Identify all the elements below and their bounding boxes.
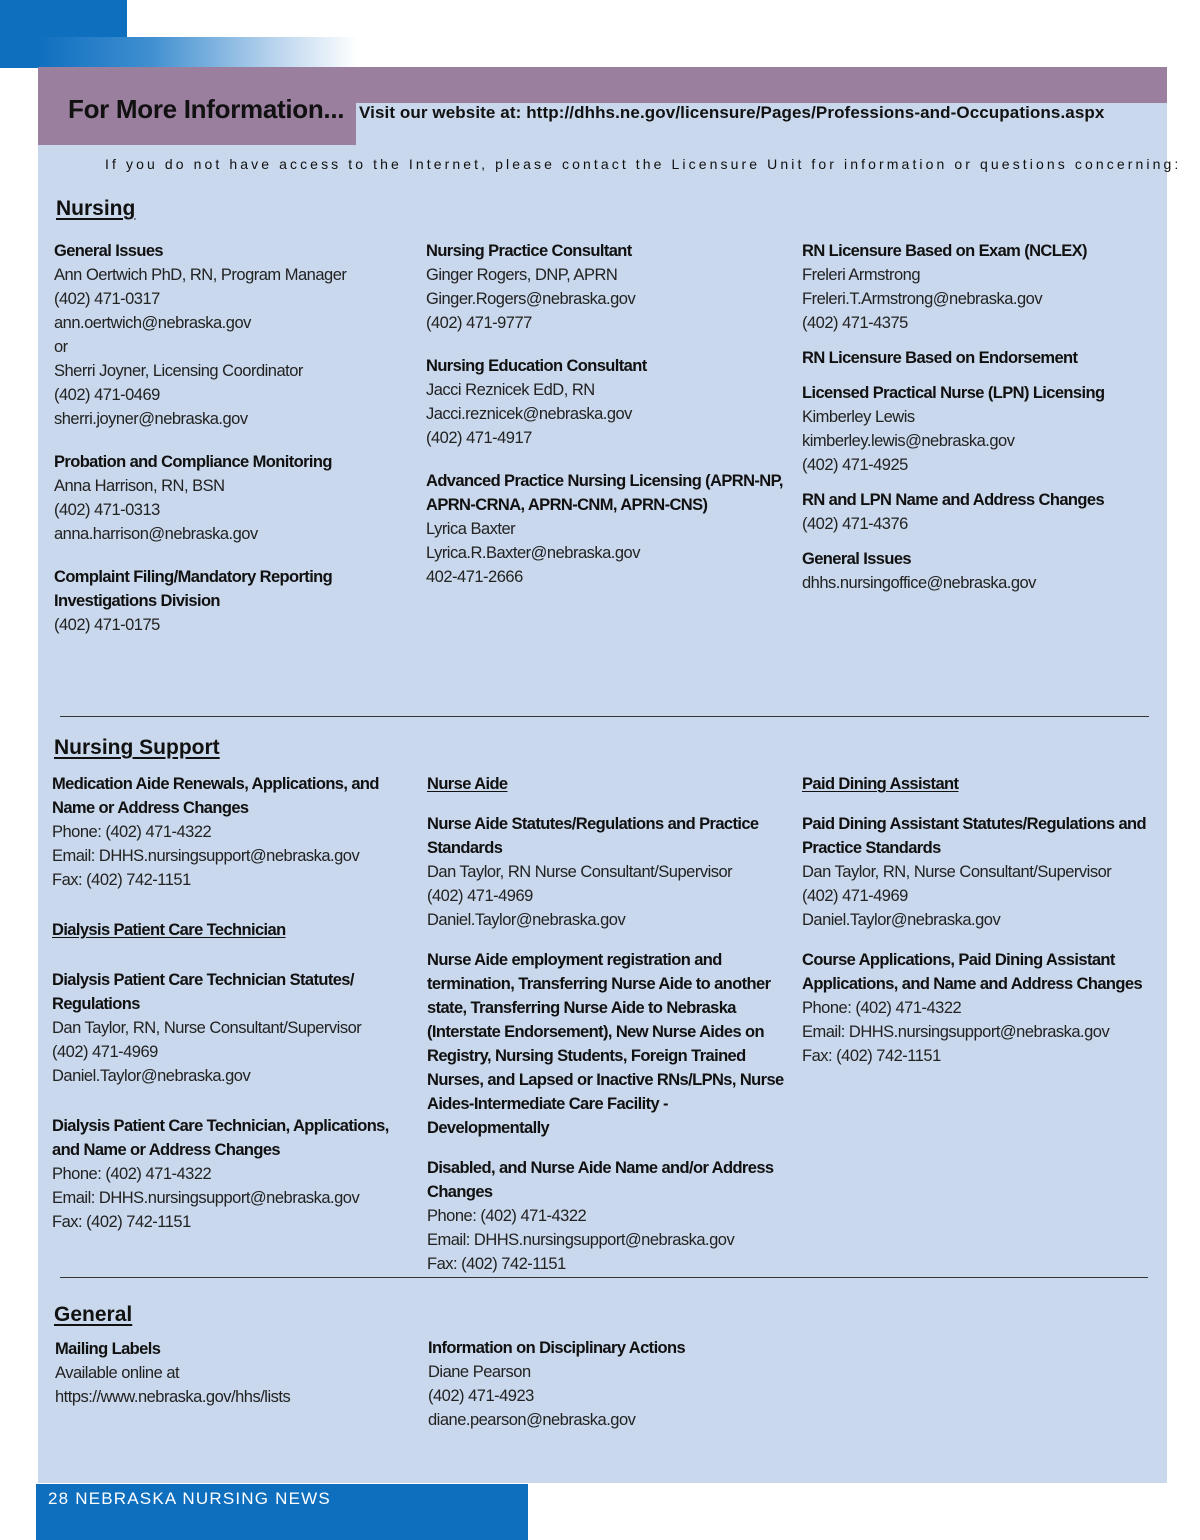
section-title-nursing: Nursing <box>56 197 136 220</box>
contact-link[interactable]: Email: DHHS.nursingsupport@nebraska.gov <box>427 1231 735 1249</box>
nursing-support-column-2 <box>427 772 789 1292</box>
contact-link[interactable]: Email: DHHS.nursingsupport@nebraska.gov <box>52 1189 360 1207</box>
contact-link[interactable]: kimberley.lewis@nebraska.gov <box>802 432 1015 450</box>
section-divider <box>60 1277 1148 1278</box>
contact-line: (402) 471-4969 <box>52 1043 158 1061</box>
contact-block <box>802 772 1152 796</box>
contact-heading: Complaint Filing/Mandatory Reporting Investigations Division <box>54 568 333 610</box>
contact-block <box>54 450 414 546</box>
general-column-1 <box>55 1337 415 1428</box>
contact-line: (402) 471-0469 <box>54 386 160 404</box>
contact-heading: Information on Disciplinary Actions <box>428 1339 686 1357</box>
contact-line: Kimberley Lewis <box>802 408 915 426</box>
contact-line: (402) 471-0313 <box>54 501 160 519</box>
contact-line: Lyrica Baxter <box>426 520 516 538</box>
access-note: If you do not have access to the Internet, please contact the Licensure Unit for information or questions concerning: <box>105 156 1182 172</box>
contact-heading: General Issues <box>802 550 912 568</box>
contact-block <box>427 772 789 796</box>
contact-block <box>54 565 414 637</box>
contact-line: Phone: (402) 471-4322 <box>802 999 962 1017</box>
contact-line: (402) 471-4923 <box>428 1387 534 1405</box>
contact-heading: RN Licensure Based on Endorsement <box>802 349 1078 367</box>
contact-block <box>52 918 412 942</box>
nursing-support-column-3 <box>802 772 1152 1084</box>
section-divider <box>60 716 1149 717</box>
contact-heading: Probation and Compliance Monitoring <box>54 453 332 471</box>
contact-link[interactable]: sherri.joyner@nebraska.gov <box>54 410 248 428</box>
contact-block <box>802 488 1152 536</box>
contact-heading: Course Applications, Paid Dining Assistant Applications, and Name and Address Changes <box>802 951 1143 993</box>
contact-block <box>427 1156 789 1276</box>
subsection-heading: Paid Dining Assistant <box>802 775 959 793</box>
contact-line: Ann Oertwich PhD, RN, Program Manager <box>54 266 347 284</box>
subsection-heading: Dialysis Patient Care Technician <box>52 921 286 939</box>
section-title-nursing-support: Nursing Support <box>54 736 220 759</box>
contact-block <box>427 812 789 932</box>
contact-heading: Licensed Practical Nurse (LPN) Licensing <box>802 384 1105 402</box>
contact-line: 402-471-2666 <box>426 568 523 586</box>
contact-line: Freleri Armstrong <box>802 266 921 284</box>
nursing-column-1 <box>54 239 414 656</box>
contact-block <box>426 239 786 335</box>
contact-line: Ginger Rogers, DNP, APRN <box>426 266 618 284</box>
contact-line: Dan Taylor, RN, Nurse Consultant/Supervisor <box>52 1019 362 1037</box>
contact-line: (402) 471-4969 <box>802 887 908 905</box>
contact-block <box>52 772 412 892</box>
contact-heading: Dialysis Patient Care Technician, Applications, and Name or Address Changes <box>52 1117 389 1159</box>
corner-gradient-bar <box>38 37 358 68</box>
contact-link[interactable]: Daniel.Taylor@nebraska.gov <box>802 911 1001 929</box>
contact-line: (402) 471-4376 <box>802 515 908 533</box>
contact-link[interactable]: Jacci.reznicek@nebraska.gov <box>426 405 632 423</box>
nursing-column-2 <box>426 239 786 608</box>
contact-block <box>54 239 414 431</box>
contact-line: Phone: (402) 471-4322 <box>427 1207 587 1225</box>
contact-line: Fax: (402) 742-1151 <box>52 1213 191 1231</box>
footer-page-label: 28 NEBRASKA NURSING NEWS <box>48 1489 331 1508</box>
contact-line: or <box>54 338 68 356</box>
nursing-support-column-1 <box>52 772 412 1260</box>
contact-block <box>55 1337 415 1409</box>
contact-block <box>802 239 1152 335</box>
contact-block <box>802 346 1152 370</box>
contact-line: Available online at <box>55 1364 180 1382</box>
section-title-general: General <box>54 1303 133 1326</box>
contact-block <box>427 948 789 1140</box>
contact-heading: RN Licensure Based on Exam (NCLEX) <box>802 242 1087 260</box>
contact-block <box>802 381 1152 477</box>
contact-line: Phone: (402) 471-4322 <box>52 823 212 841</box>
contact-heading: Nurse Aide Statutes/Regulations and Practice Standards <box>427 815 759 857</box>
contact-line: Fax: (402) 742-1151 <box>427 1255 566 1273</box>
contact-line: (402) 471-4969 <box>427 887 533 905</box>
contact-block <box>802 812 1152 932</box>
contact-line: (402) 471-0175 <box>54 616 160 634</box>
contact-block <box>426 469 786 589</box>
contact-line: (402) 471-4925 <box>802 456 908 474</box>
contact-link[interactable]: Email: DHHS.nursingsupport@nebraska.gov <box>802 1023 1110 1041</box>
contact-heading: Dialysis Patient Care Technician Statutes/ Regulations <box>52 971 354 1013</box>
contact-link[interactable]: Ginger.Rogers@nebraska.gov <box>426 290 636 308</box>
contact-line: Dan Taylor, RN, Nurse Consultant/Supervisor <box>802 863 1112 881</box>
contact-link[interactable]: diane.pearson@nebraska.gov <box>428 1411 636 1429</box>
contact-line: (402) 471-9777 <box>426 314 532 332</box>
general-column-2 <box>428 1336 788 1451</box>
contact-link[interactable]: ann.oertwich@nebraska.gov <box>54 314 251 332</box>
contact-link[interactable]: dhhs.nursingoffice@nebraska.gov <box>802 574 1036 592</box>
contact-line: Sherri Joyner, Licensing Coordinator <box>54 362 303 380</box>
contact-block <box>426 354 786 450</box>
contact-link[interactable]: Email: DHHS.nursingsupport@nebraska.gov <box>52 847 360 865</box>
contact-heading: Medication Aide Renewals, Applications, and Name or Address Changes <box>52 775 379 817</box>
website-link[interactable]: Visit our website at: http://dhhs.ne.gov/licensure/Pages/Professions-and-Occupations.aspx <box>359 103 1105 122</box>
nursing-column-3 <box>802 239 1152 606</box>
contact-line: (402) 471-0317 <box>54 290 160 308</box>
contact-block <box>52 1114 412 1234</box>
contact-link[interactable]: Daniel.Taylor@nebraska.gov <box>427 911 626 929</box>
contact-block <box>802 948 1152 1068</box>
contact-block <box>428 1336 788 1432</box>
contact-link[interactable]: Daniel.Taylor@nebraska.gov <box>52 1067 251 1085</box>
contact-line: Fax: (402) 742-1151 <box>802 1047 941 1065</box>
contact-link[interactable]: https://www.nebraska.gov/hhs/lists <box>55 1388 291 1406</box>
page-title: For More Information... <box>68 94 345 124</box>
contact-heading: Nursing Practice Consultant <box>426 242 632 260</box>
contact-heading: Nursing Education Consultant <box>426 357 647 375</box>
contact-heading: General Issues <box>54 242 164 260</box>
contact-link[interactable]: anna.harrison@nebraska.gov <box>54 525 258 543</box>
contact-heading: RN and LPN Name and Address Changes <box>802 491 1105 509</box>
contact-block <box>802 547 1152 595</box>
contact-link[interactable]: Freleri.T.Armstrong@nebraska.gov <box>802 290 1043 308</box>
contact-heading: Advanced Practice Nursing Licensing (APRN-NP, APRN-CRNA, APRN-CNM, APRN-CNS) <box>426 472 783 514</box>
contact-line: Jacci Reznicek EdD, RN <box>426 381 595 399</box>
subsection-heading: Nurse Aide <box>427 775 508 793</box>
contact-line: Anna Harrison, RN, BSN <box>54 477 225 495</box>
contact-line: Dan Taylor, RN Nurse Consultant/Supervisor <box>427 863 733 881</box>
contact-line: Fax: (402) 742-1151 <box>52 871 191 889</box>
contact-heading: Paid Dining Assistant Statutes/Regulations and Practice Standards <box>802 815 1147 857</box>
contact-line: Phone: (402) 471-4322 <box>52 1165 212 1183</box>
contact-line: Diane Pearson <box>428 1363 531 1381</box>
contact-link[interactable]: Lyrica.R.Baxter@nebraska.gov <box>426 544 640 562</box>
contact-block <box>52 968 412 1088</box>
contact-line: (402) 471-4375 <box>802 314 908 332</box>
contact-heading: Mailing Labels <box>55 1340 161 1358</box>
contact-heading: Disabled, and Nurse Aide Name and/or Address Changes <box>427 1159 774 1201</box>
contact-heading: Nurse Aide employment registration and termination, Transferring Nurse Aide to another state, Transferring Nurse Aide to Nebraska (Interstate Endorsement), New Nurse Aides on Registry, Nursing Students, Foreign Trained Nurses, and Lapsed or Inactive RNs/LPNs, Nurse Aides-Intermediate Care Facility - Developmentally <box>427 951 784 1137</box>
contact-line: (402) 471-4917 <box>426 429 532 447</box>
